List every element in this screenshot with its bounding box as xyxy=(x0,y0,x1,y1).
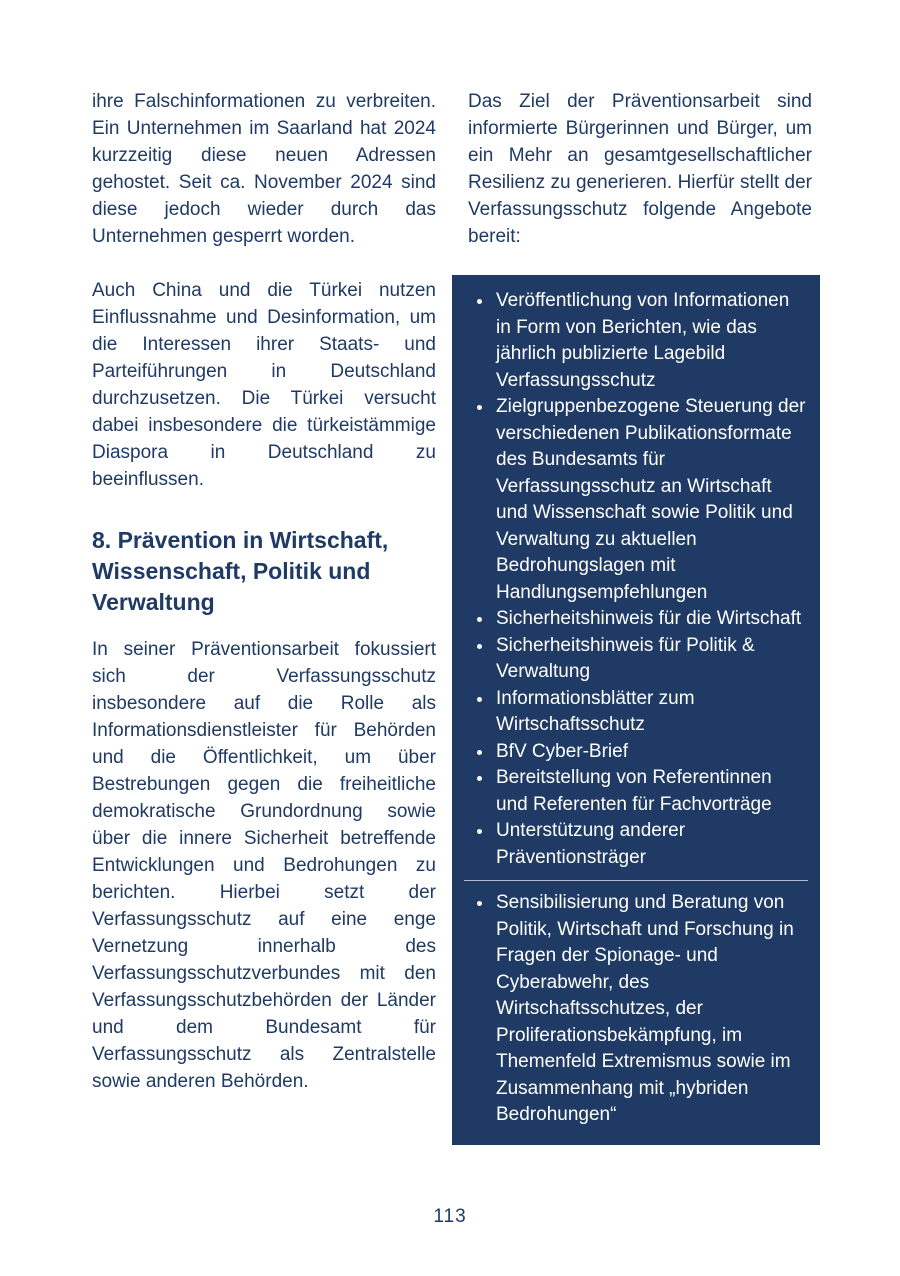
right-column xyxy=(452,88,820,1145)
section-heading: 8. Prävention in Wirtschaft, Wissenschaft, Politik und Verwaltung xyxy=(92,527,389,615)
angebote-list xyxy=(464,288,808,871)
list-item: • Sicherheitshinweis für Politik & Verwaltung xyxy=(494,633,808,686)
angebote-infobox xyxy=(452,275,820,1145)
paragraph-ziel-praeventionsarbeit: Das Ziel der Präventionsarbeit sind informierte Bürgerinnen und Bürger, um ein Mehr an gesamtgesellschaftlicher Resilienz zu generieren. Hierfür stellt der Verfassungsschutz folgende Angebote bereit: xyxy=(468,91,812,247)
paragraph-china-tuerkei: Auch China und die Türkei nutzen Einflussnahme und Desinformation, um die Interessen ihrer Staats- und Parteiführungen in Deutschland durchzusetzen. Die Türkei versucht dabei insbesondere die türkeistämmige Diaspora in Deutschland zu beeinflussen. xyxy=(92,280,436,490)
list-item: • Unterstützung anderer Präventionsträger xyxy=(494,818,808,871)
list-item: • Sicherheitshinweis für die Wirtschaft xyxy=(494,606,808,633)
box-divider xyxy=(464,880,808,881)
paragraph-praeventionsarbeit: In seiner Präventionsarbeit fokussiert sich der Verfassungsschutz insbesondere auf die Rolle als Informationsdienstleister für Behörden und die Öffentlichkeit, um über Bestrebungen gegen die freiheitliche demokratische Grundordnung sowie über die innere Sicherheit betreffende Entwicklungen und Bedrohungen zu berichten. Hierbei setzt der Verfassungsschutz auf eine enge Vernetzung innerhalb des Verfassungsschutzverbundes mit den Verfassungsschutzbehörden der Länder und dem Bundesamt für Verfassungsschutz als Zentralstelle sowie anderen Behörden. xyxy=(92,639,436,1092)
page-number: 113 xyxy=(433,1206,467,1227)
list-item: • Bereitstellung von Referentinnen und Referenten für Fachvorträge xyxy=(494,765,808,818)
list-item: • Veröffentlichung von Informationen in Form von Berichten, wie das jährlich publizierte Lagebild Verfassungsschutz xyxy=(494,288,808,394)
list-item: • Sensibilisierung und Beratung von Politik, Wirtschaft und Forschung in Fragen der Spionage- und Cyberabwehr, des Wirtschaftsschutzes, der Proliferationsbekämpfung, im Themenfeld Extremismus sowie im Zusammenhang mit „hybriden Bedrohungen“ xyxy=(494,890,808,1129)
list-item: • Informationsblätter zum Wirtschaftsschutz xyxy=(494,686,808,739)
paragraph-falschinformationen: ihre Falschinformationen zu verbreiten. Ein Unternehmen im Saarland hat 2024 kurzzeitig diese neuen Adressen gehostet. Seit ca. November 2024 sind diese jedoch wieder durch das Unternehmen gesperrt worden. xyxy=(92,91,436,247)
list-item: • BfV Cyber-Brief xyxy=(494,739,808,766)
left-column xyxy=(92,88,436,1122)
list-item: • Zielgruppenbezogene Steuerung der verschiedenen Publikationsformate des Bundesamts für Verfassungsschutz an Wirtschaft und Wissenschaft sowie Politik und Verwaltung zu aktuellen Bedrohungslagen mit Handlungsempfehlungen xyxy=(494,394,808,606)
beratung-list xyxy=(464,890,808,1129)
